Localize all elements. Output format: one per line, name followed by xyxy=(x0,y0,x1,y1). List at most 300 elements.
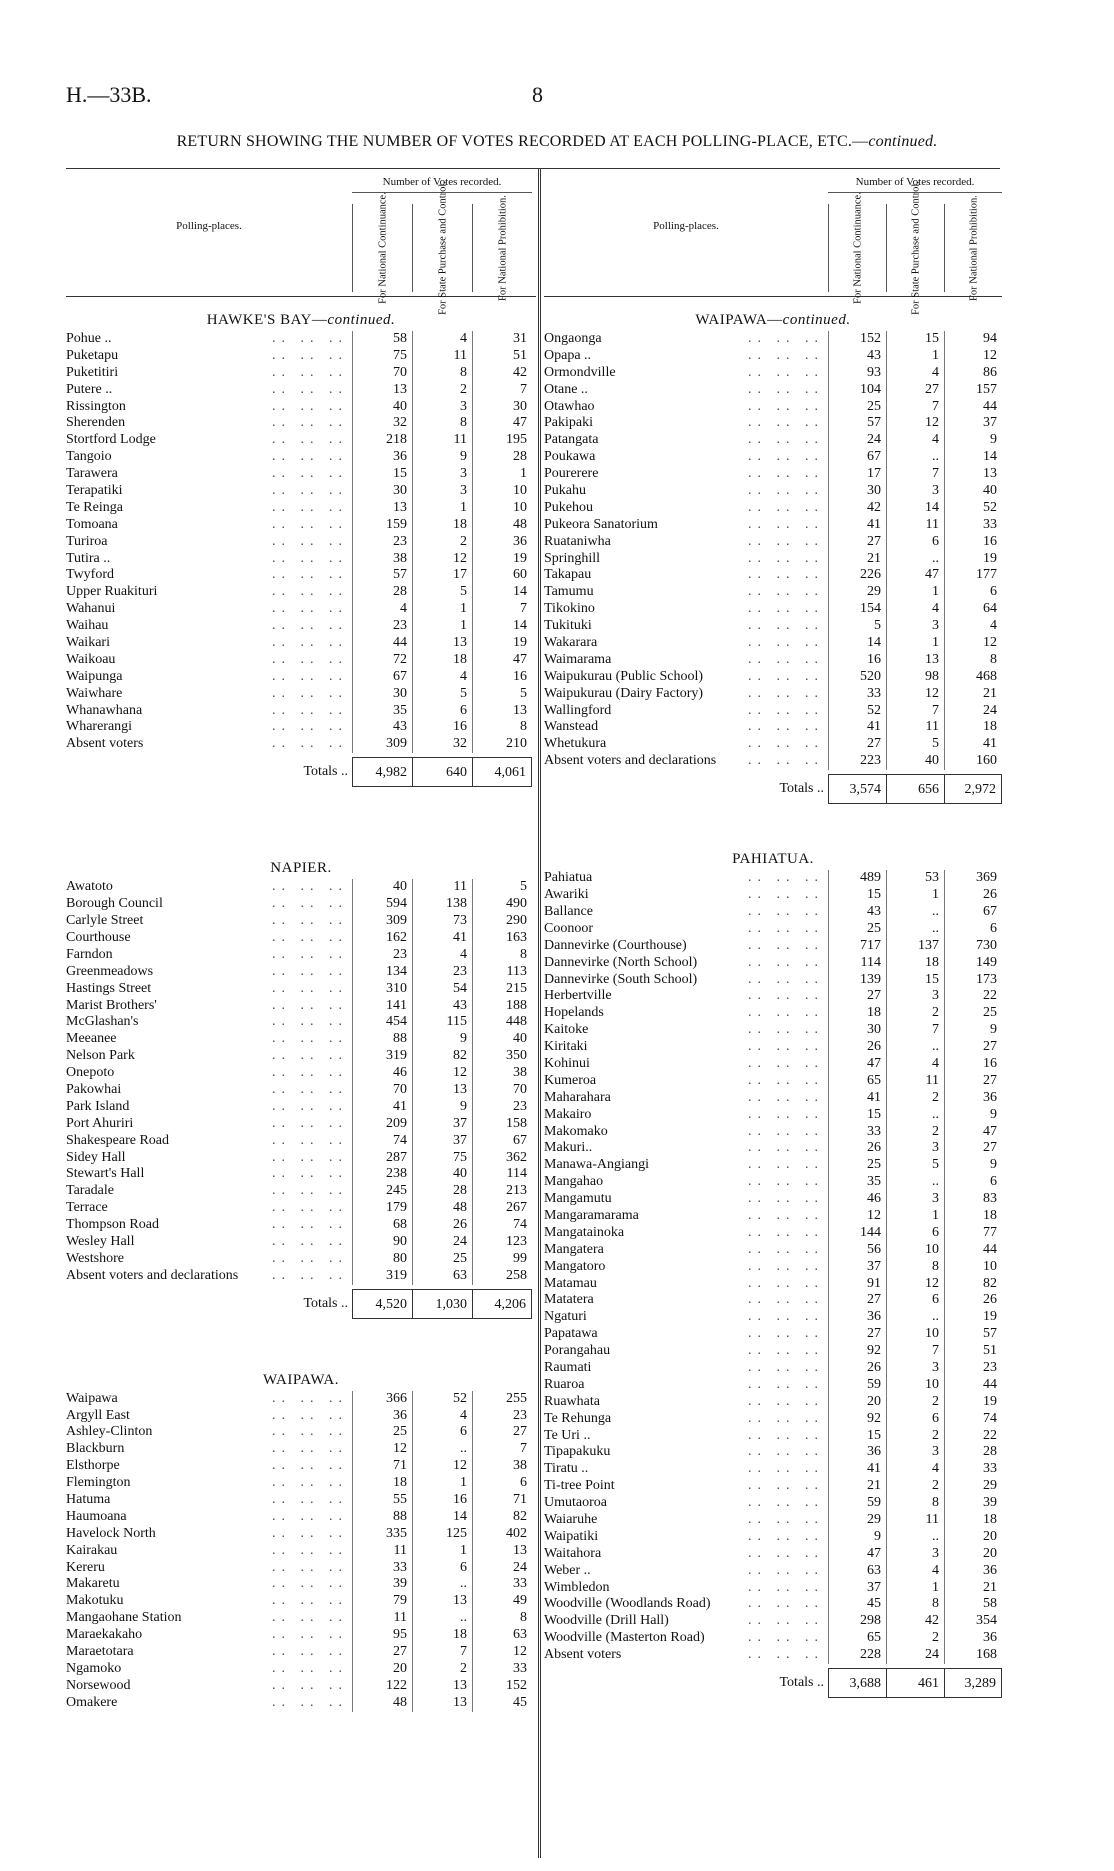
leader-dots: .. .. .. xyxy=(272,499,348,515)
polling-place-name: Taradale .. .. .. xyxy=(66,1183,348,1199)
polling-place-name: Te Uri .. .. .. .. xyxy=(544,1427,824,1443)
polling-place-name: Raumati .. .. .. xyxy=(544,1359,824,1375)
votes-prohibition: 9 xyxy=(944,1107,1002,1124)
votes-state-purchase: 11 xyxy=(886,1512,944,1529)
polling-place-name: Umutaoroa .. .. .. xyxy=(544,1495,824,1511)
votes-continuance: 26 xyxy=(828,1039,886,1056)
votes-prohibition: 22 xyxy=(944,988,1002,1005)
votes-state-purchase: 2 xyxy=(886,1630,944,1647)
votes-prohibition: 42 xyxy=(472,365,532,382)
votes-continuance: 27 xyxy=(352,1644,412,1661)
leader-dots: .. .. .. xyxy=(748,1005,824,1021)
votes-continuance: 310 xyxy=(352,981,412,998)
votes-state-purchase: .. xyxy=(886,1309,944,1326)
votes-continuance: 25 xyxy=(828,399,886,416)
votes-state-purchase: 7 xyxy=(886,399,944,416)
title-continued: continued. xyxy=(868,133,938,150)
polling-place-name: Matamau .. .. .. xyxy=(544,1275,824,1291)
leader-dots: .. .. .. xyxy=(272,1098,348,1114)
votes-prohibition: 9 xyxy=(944,1022,1002,1039)
votes-continuance: 29 xyxy=(828,584,886,601)
leader-dots: .. .. .. xyxy=(748,1613,824,1629)
table-row xyxy=(66,1492,536,1509)
table-row xyxy=(544,1630,1002,1647)
votes-continuance: 37 xyxy=(828,1580,886,1597)
votes-state-purchase: .. xyxy=(886,1174,944,1191)
votes-state-purchase: 3 xyxy=(886,1546,944,1563)
votes-prohibition: 10 xyxy=(944,1259,1002,1276)
leader-dots: .. .. .. xyxy=(748,1224,824,1240)
votes-state-purchase: 8 xyxy=(886,1596,944,1613)
votes-state-purchase: 75 xyxy=(412,1150,472,1167)
votes-state-purchase: 125 xyxy=(412,1526,472,1543)
district-section xyxy=(544,848,1002,1698)
votes-continuance: 41 xyxy=(828,517,886,534)
votes-continuance: 36 xyxy=(352,449,412,466)
leader-dots: .. .. .. xyxy=(272,1542,348,1558)
votes-state-purchase: 40 xyxy=(412,1166,472,1183)
table-row xyxy=(66,432,536,449)
polling-place-name: Waipatiki .. .. .. xyxy=(544,1528,824,1544)
votes-state-purchase: .. xyxy=(886,904,944,921)
table-row xyxy=(544,1124,1002,1141)
votes-continuance: 43 xyxy=(828,904,886,921)
polling-place-name: Maraekakaho .. .. .. xyxy=(66,1627,348,1643)
leader-dots: .. .. .. xyxy=(748,1157,824,1173)
leader-dots: .. .. .. xyxy=(748,1207,824,1223)
polling-place-name: Shakespeare Road .. .. .. xyxy=(66,1132,348,1148)
votes-prohibition: 23 xyxy=(944,1360,1002,1377)
table-row xyxy=(544,567,1002,584)
table-row xyxy=(66,618,536,635)
leader-dots: .. .. .. xyxy=(748,1444,824,1460)
table-row xyxy=(66,930,536,947)
totals-value: 1,030 xyxy=(412,1289,472,1319)
votes-continuance: 88 xyxy=(352,1509,412,1526)
votes-prohibition: 67 xyxy=(944,904,1002,921)
votes-continuance: 44 xyxy=(352,635,412,652)
table-row xyxy=(544,904,1002,921)
polling-place-name: Sidey Hall .. .. .. xyxy=(66,1149,348,1165)
polling-place-name: Thompson Road .. .. .. xyxy=(66,1217,348,1233)
votes-state-purchase: 4 xyxy=(886,1056,944,1073)
votes-state-purchase: .. xyxy=(412,1576,472,1593)
polling-place-name: Havelock North .. .. .. xyxy=(66,1525,348,1541)
district-section xyxy=(66,857,536,1318)
polling-place-name: Maraetotara .. .. .. xyxy=(66,1644,348,1659)
votes-state-purchase: 6 xyxy=(412,1424,472,1441)
totals-label: Totals .. xyxy=(779,1675,824,1691)
votes-state-purchase: 137 xyxy=(886,938,944,955)
table-row xyxy=(66,1048,536,1065)
polling-place-name: Waiaruhe .. .. .. xyxy=(544,1512,824,1527)
votes-continuance: 228 xyxy=(828,1647,886,1664)
votes-continuance: 37 xyxy=(828,1259,886,1276)
table-row xyxy=(544,415,1002,432)
votes-state-purchase: 9 xyxy=(412,449,472,466)
table-row xyxy=(544,921,1002,938)
leader-dots: .. .. .. xyxy=(272,1660,348,1676)
leader-dots: .. .. .. xyxy=(272,668,348,684)
polling-place-name: Waipunga .. .. .. xyxy=(66,668,348,684)
votes-prohibition: 215 xyxy=(472,981,532,998)
right-column xyxy=(544,168,1002,1698)
table-row xyxy=(66,1099,536,1116)
table-row xyxy=(66,483,536,500)
leader-dots: .. .. .. xyxy=(748,432,824,448)
votes-prohibition: 19 xyxy=(472,551,532,568)
district-title xyxy=(66,857,536,879)
table-row xyxy=(66,1200,536,1217)
table-row xyxy=(544,669,1002,686)
votes-continuance: 15 xyxy=(828,1107,886,1124)
votes-prohibition: 9 xyxy=(944,432,1002,449)
votes-continuance: 18 xyxy=(828,1005,886,1022)
votes-continuance: 25 xyxy=(828,921,886,938)
leader-dots: .. .. .. xyxy=(272,331,348,346)
votes-continuance: 594 xyxy=(352,896,412,913)
votes-continuance: 59 xyxy=(828,1377,886,1394)
votes-continuance: 154 xyxy=(828,601,886,618)
leader-dots: .. .. .. xyxy=(748,601,824,617)
table-row xyxy=(544,887,1002,904)
table-row xyxy=(544,1326,1002,1343)
polling-place-name: Mangaramarama .. .. .. xyxy=(544,1207,824,1223)
votes-prohibition: 38 xyxy=(472,1458,532,1475)
table-row xyxy=(66,567,536,584)
votes-prohibition: 47 xyxy=(472,652,532,669)
votes-prohibition: 9 xyxy=(944,1157,1002,1174)
votes-prohibition: 57 xyxy=(944,1326,1002,1343)
votes-continuance: 520 xyxy=(828,669,886,686)
votes-continuance: 52 xyxy=(828,703,886,720)
votes-continuance: 32 xyxy=(352,415,412,432)
votes-continuance: 92 xyxy=(828,1343,886,1360)
polling-place-name: Wakarara .. .. .. xyxy=(544,635,824,651)
votes-state-purchase: 138 xyxy=(412,896,472,913)
leader-dots: .. .. .. xyxy=(272,702,348,718)
leader-dots: .. .. .. xyxy=(748,870,824,886)
votes-prohibition: 7 xyxy=(472,382,532,399)
number-of-votes-header: Number of Votes recorded. xyxy=(828,176,1002,193)
votes-state-purchase: 27 xyxy=(886,382,944,399)
polling-place-name: Stewart's Hall .. .. .. xyxy=(66,1166,348,1182)
leader-dots: .. .. .. xyxy=(272,980,348,996)
table-row xyxy=(544,1056,1002,1073)
votes-continuance: 33 xyxy=(828,686,886,703)
votes-state-purchase: 3 xyxy=(412,466,472,483)
table-row xyxy=(544,365,1002,382)
leader-dots: .. .. .. xyxy=(272,1576,348,1592)
votes-continuance: 41 xyxy=(352,1099,412,1116)
votes-state-purchase: 6 xyxy=(886,1292,944,1309)
polling-place-name: Whanawhana .. .. .. xyxy=(66,702,348,718)
votes-prohibition: 40 xyxy=(944,483,1002,500)
votes-prohibition: 60 xyxy=(472,567,532,584)
votes-prohibition: 18 xyxy=(944,1208,1002,1225)
votes-continuance: 17 xyxy=(828,466,886,483)
polling-place-name: Ballance .. .. .. xyxy=(544,903,824,919)
leader-dots: .. .. .. xyxy=(272,651,348,667)
votes-prohibition: 82 xyxy=(944,1276,1002,1293)
polling-place-name: Stortford Lodge .. .. .. xyxy=(66,432,348,448)
totals-value: 3,574 xyxy=(828,774,886,804)
leader-dots: .. .. .. xyxy=(748,466,824,482)
votes-prohibition: 5 xyxy=(472,686,532,703)
table-row xyxy=(544,517,1002,534)
leader-dots: .. .. .. xyxy=(748,1089,824,1105)
leader-dots: .. .. .. xyxy=(748,415,824,431)
polling-place-name: Park Island .. .. .. xyxy=(66,1098,348,1114)
leader-dots: .. .. .. xyxy=(272,381,348,397)
totals-value: 4,061 xyxy=(472,757,532,787)
votes-continuance: 90 xyxy=(352,1234,412,1251)
votes-prohibition: 28 xyxy=(944,1444,1002,1461)
totals-row xyxy=(66,1289,536,1319)
leader-dots: .. .. .. xyxy=(272,567,348,583)
votes-prohibition: 28 xyxy=(472,449,532,466)
leader-dots: .. .. .. xyxy=(748,618,824,634)
table-row xyxy=(66,1268,536,1285)
table-row xyxy=(544,1073,1002,1090)
table-row xyxy=(544,1242,1002,1259)
district-section xyxy=(66,1369,536,1712)
leader-dots: .. .. .. xyxy=(272,449,348,465)
table-row xyxy=(66,1576,536,1593)
votes-state-purchase: 12 xyxy=(412,1065,472,1082)
polling-place-name: Otawhao .. .. .. xyxy=(544,398,824,414)
polling-place-name: Pukeora Sanatorium .. .. .. xyxy=(544,516,824,532)
table-row xyxy=(66,1183,536,1200)
votes-continuance: 59 xyxy=(828,1495,886,1512)
votes-prohibition: 362 xyxy=(472,1150,532,1167)
table-row xyxy=(544,753,1002,770)
right-table-body xyxy=(544,309,1002,1698)
table-row xyxy=(544,534,1002,551)
votes-state-purchase: 16 xyxy=(412,719,472,736)
table-row xyxy=(544,382,1002,399)
table-row xyxy=(544,1596,1002,1613)
votes-prohibition: 22 xyxy=(944,1428,1002,1445)
table-row xyxy=(544,686,1002,703)
leader-dots: .. .. .. xyxy=(748,516,824,532)
leader-dots: .. .. .. xyxy=(748,685,824,701)
votes-prohibition: 36 xyxy=(944,1563,1002,1580)
votes-state-purchase: 8 xyxy=(886,1259,944,1276)
votes-prohibition: 71 xyxy=(472,1492,532,1509)
votes-continuance: 40 xyxy=(352,399,412,416)
votes-state-purchase: 7 xyxy=(412,1644,472,1661)
votes-continuance: 80 xyxy=(352,1251,412,1268)
votes-prohibition: 27 xyxy=(472,1424,532,1441)
leader-dots: .. .. .. xyxy=(748,499,824,515)
votes-continuance: 35 xyxy=(352,703,412,720)
votes-state-purchase: 2 xyxy=(886,1478,944,1495)
polling-place-name: Whetukura .. .. .. xyxy=(544,736,824,752)
table-row xyxy=(66,415,536,432)
votes-state-purchase: 1 xyxy=(886,635,944,652)
votes-continuance: 46 xyxy=(828,1191,886,1208)
votes-state-purchase: 13 xyxy=(412,635,472,652)
polling-place-name: Mangatoro .. .. .. xyxy=(544,1258,824,1274)
votes-continuance: 298 xyxy=(828,1613,886,1630)
votes-state-purchase: 6 xyxy=(412,1560,472,1577)
votes-state-purchase: 11 xyxy=(886,517,944,534)
leader-dots: .. .. .. xyxy=(748,1326,824,1342)
leader-dots: .. .. .. xyxy=(272,1267,348,1283)
votes-state-purchase: 13 xyxy=(886,652,944,669)
votes-continuance: 27 xyxy=(828,736,886,753)
votes-prohibition: 67 xyxy=(472,1133,532,1150)
leader-dots: .. .. .. xyxy=(748,971,824,987)
polling-place-name: Kiritaki .. .. .. xyxy=(544,1039,824,1055)
leader-dots: .. .. .. xyxy=(272,1508,348,1524)
page-title xyxy=(0,133,1114,151)
votes-prohibition: 94 xyxy=(944,331,1002,348)
votes-state-purchase: 24 xyxy=(412,1234,472,1251)
votes-prohibition: 158 xyxy=(472,1116,532,1133)
votes-continuance: 35 xyxy=(828,1174,886,1191)
polling-place-name: Mangatera .. .. .. xyxy=(544,1241,824,1257)
votes-continuance: 57 xyxy=(352,567,412,584)
leader-dots: .. .. .. xyxy=(748,903,824,919)
votes-state-purchase: 1 xyxy=(886,584,944,601)
leader-dots: .. .. .. xyxy=(272,1065,348,1081)
votes-state-purchase: 2 xyxy=(886,1090,944,1107)
leader-dots: .. .. .. xyxy=(748,1461,824,1477)
votes-continuance: 71 xyxy=(352,1458,412,1475)
leader-dots: .. .. .. xyxy=(272,879,348,895)
votes-continuance: 134 xyxy=(352,964,412,981)
votes-continuance: 319 xyxy=(352,1048,412,1065)
votes-state-purchase: 37 xyxy=(412,1116,472,1133)
leader-dots: .. .. .. xyxy=(272,1183,348,1199)
leader-dots: .. .. .. xyxy=(748,1022,824,1038)
votes-state-purchase: 14 xyxy=(886,500,944,517)
votes-continuance: 58 xyxy=(352,331,412,348)
polling-place-name: Farndon .. .. .. xyxy=(66,946,348,962)
leader-dots: .. .. .. xyxy=(748,702,824,718)
votes-state-purchase: 3 xyxy=(886,1140,944,1157)
table-row xyxy=(544,1428,1002,1445)
polling-place-name: Twyford .. .. .. xyxy=(66,567,348,583)
votes-continuance: 238 xyxy=(352,1166,412,1183)
table-row xyxy=(66,584,536,601)
votes-state-purchase: 18 xyxy=(886,955,944,972)
col-continuance-header: For National Continuance. xyxy=(828,204,887,292)
leader-dots: .. .. .. xyxy=(748,550,824,566)
votes-prohibition: 13 xyxy=(472,1543,532,1560)
votes-state-purchase: 12 xyxy=(886,686,944,703)
votes-state-purchase: 1 xyxy=(412,618,472,635)
polling-place-name: McGlashan's .. .. .. xyxy=(66,1014,348,1030)
polling-place-name: Wimbledon .. .. .. xyxy=(544,1579,824,1595)
leader-dots: .. .. .. xyxy=(272,1166,348,1182)
polling-place-name: Ngamoko .. .. .. xyxy=(66,1660,348,1676)
votes-prohibition: 195 xyxy=(472,432,532,449)
table-row xyxy=(66,652,536,669)
votes-state-purchase: 1 xyxy=(412,1475,472,1492)
polling-place-name: Waipukurau (Dairy Factory) .. .. .. xyxy=(544,685,824,701)
votes-prohibition: 177 xyxy=(944,567,1002,584)
polling-place-name: Hopelands .. .. .. xyxy=(544,1005,824,1021)
leader-dots: .. .. .. xyxy=(748,753,824,769)
col-state-purchase-header: For State Purchase and Control. xyxy=(886,204,945,292)
table-row xyxy=(544,483,1002,500)
votes-state-purchase: 10 xyxy=(886,1242,944,1259)
leader-dots: .. .. .. xyxy=(272,1441,348,1457)
votes-prohibition: 64 xyxy=(944,601,1002,618)
leader-dots: .. .. .. xyxy=(272,1593,348,1609)
votes-prohibition: 6 xyxy=(944,921,1002,938)
table-row xyxy=(544,1022,1002,1039)
table-row xyxy=(66,896,536,913)
polling-place-name: Pukehou .. .. .. xyxy=(544,499,824,515)
votes-state-purchase: 4 xyxy=(886,1461,944,1478)
votes-prohibition: 30 xyxy=(472,399,532,416)
polling-place-name: Meeanee .. .. .. xyxy=(66,1031,348,1047)
votes-prohibition: 149 xyxy=(944,955,1002,972)
table-row xyxy=(544,703,1002,720)
votes-state-purchase: 82 xyxy=(412,1048,472,1065)
votes-continuance: 30 xyxy=(828,1022,886,1039)
table-header-left xyxy=(66,168,536,315)
table-row xyxy=(66,669,536,686)
votes-continuance: 141 xyxy=(352,998,412,1015)
table-row xyxy=(544,1613,1002,1630)
table-row xyxy=(544,348,1002,365)
votes-prohibition: 168 xyxy=(944,1647,1002,1664)
votes-prohibition: 173 xyxy=(944,972,1002,989)
table-row xyxy=(66,1031,536,1048)
polling-place-name: Herbertville .. .. .. xyxy=(544,988,824,1004)
leader-dots: .. .. .. xyxy=(748,1596,824,1612)
polling-place-name: Wesley Hall .. .. .. xyxy=(66,1233,348,1249)
polling-place-name: Papatawa .. .. .. xyxy=(544,1326,824,1342)
leader-dots: .. .. .. xyxy=(272,1250,348,1266)
votes-prohibition: 48 xyxy=(472,517,532,534)
votes-state-purchase: 8 xyxy=(412,415,472,432)
polling-place-name: Turiroa .. .. .. xyxy=(66,533,348,549)
table-row xyxy=(544,1276,1002,1293)
votes-prohibition: 255 xyxy=(472,1391,532,1408)
votes-state-purchase: 4 xyxy=(886,432,944,449)
polling-place-name: Ruawhata .. .. .. xyxy=(544,1393,824,1409)
votes-prohibition: 188 xyxy=(472,998,532,1015)
polling-place-name: Rissington .. .. .. xyxy=(66,398,348,414)
votes-state-purchase: 7 xyxy=(886,703,944,720)
votes-prohibition: 354 xyxy=(944,1613,1002,1630)
leader-dots: .. .. .. xyxy=(272,618,348,634)
votes-continuance: 14 xyxy=(828,635,886,652)
votes-continuance: 42 xyxy=(828,500,886,517)
votes-continuance: 63 xyxy=(828,1563,886,1580)
table-row xyxy=(544,331,1002,348)
votes-continuance: 46 xyxy=(352,1065,412,1082)
votes-continuance: 23 xyxy=(352,618,412,635)
leader-dots: .. .. .. xyxy=(748,584,824,600)
votes-continuance: 48 xyxy=(352,1695,412,1712)
votes-state-purchase: 15 xyxy=(886,331,944,348)
table-row xyxy=(66,635,536,652)
leader-dots: .. .. .. xyxy=(272,1610,348,1626)
votes-continuance: 24 xyxy=(828,432,886,449)
table-row xyxy=(544,1309,1002,1326)
leader-dots: .. .. .. xyxy=(748,668,824,684)
votes-continuance: 43 xyxy=(828,348,886,365)
votes-state-purchase: 14 xyxy=(412,1509,472,1526)
votes-continuance: 23 xyxy=(352,534,412,551)
